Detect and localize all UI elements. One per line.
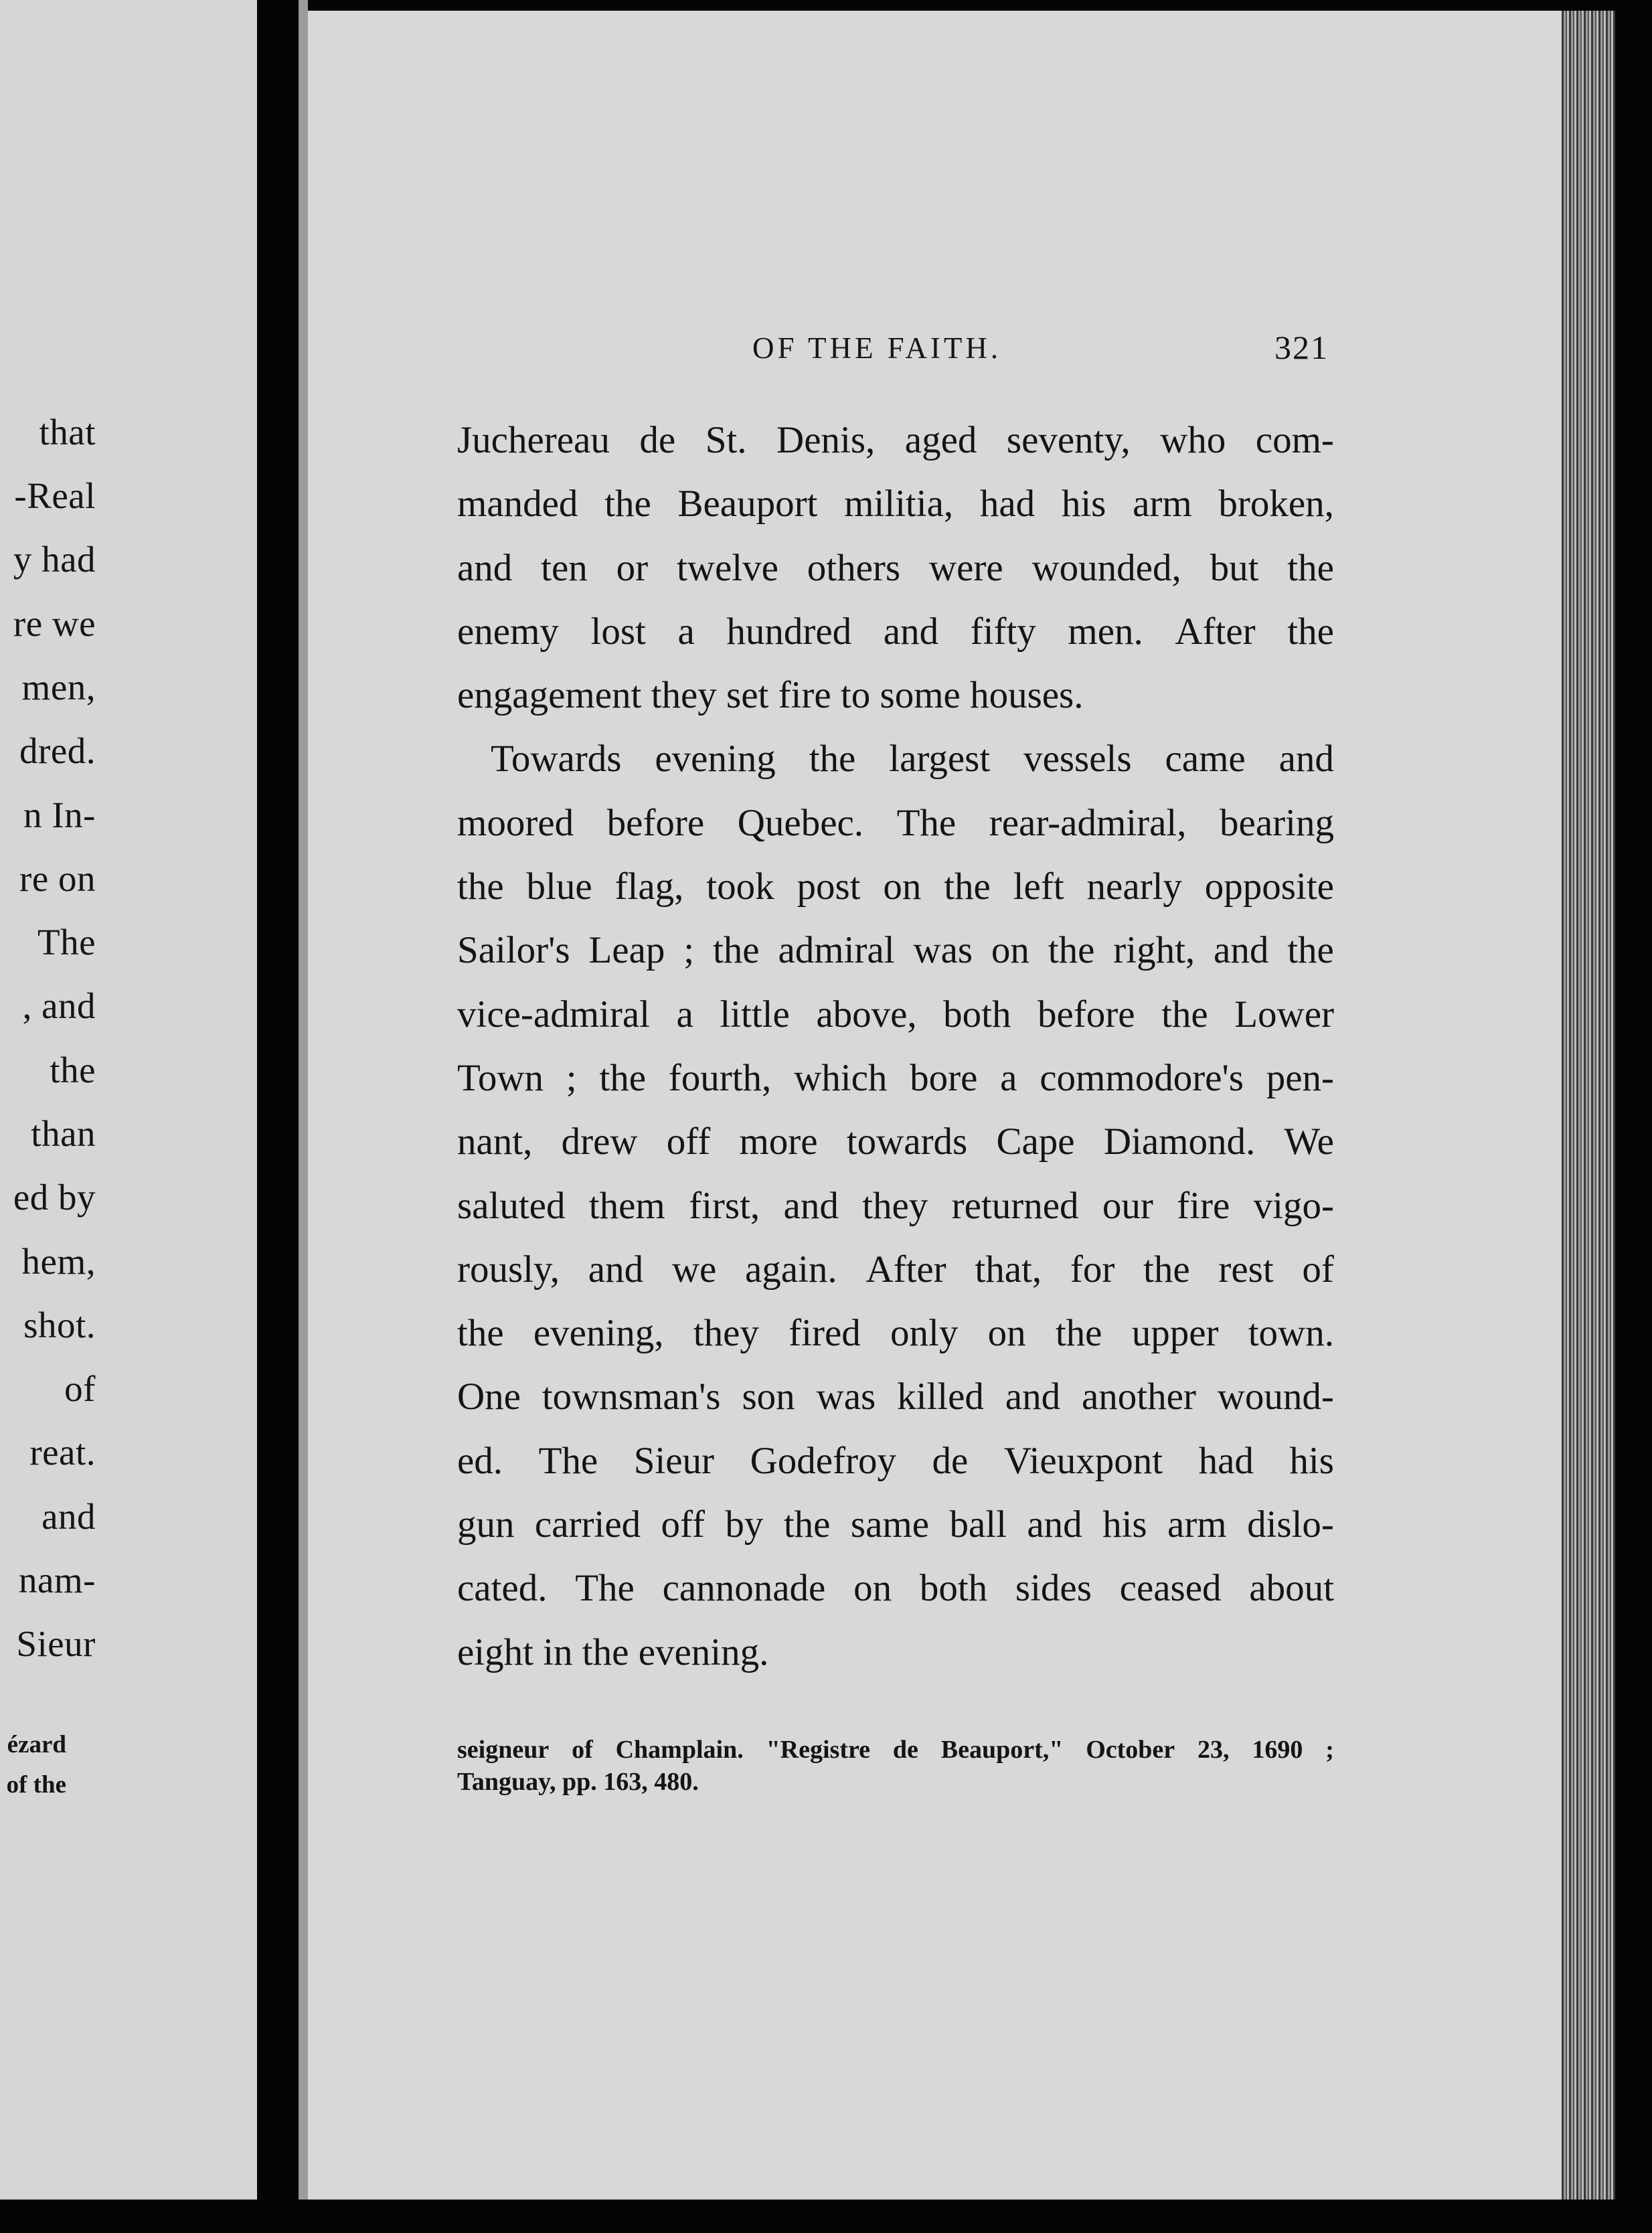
- word: 23,: [1197, 1736, 1230, 1764]
- word: and: [883, 610, 939, 653]
- word: vice-admiral: [457, 993, 651, 1036]
- gutter-shadow: [299, 0, 308, 2233]
- running-head: OF THE FAITH.: [752, 331, 1002, 365]
- word: bearing: [1220, 801, 1334, 844]
- text-line: [457, 1110, 1334, 1173]
- word: Denis,: [776, 419, 876, 461]
- word: ;: [566, 1056, 577, 1099]
- word: After: [865, 1248, 946, 1291]
- left-page-line: The: [37, 922, 96, 963]
- word: off: [661, 1503, 705, 1546]
- footnote: [457, 1734, 1334, 1798]
- text-line: [457, 536, 1334, 600]
- word: by: [725, 1503, 764, 1546]
- left-page-footnote-line: of the: [6, 1771, 66, 1799]
- word: ceased: [1119, 1567, 1222, 1610]
- footnote-line: [457, 1734, 1334, 1766]
- word: ball: [949, 1503, 1007, 1546]
- word: Lower: [1234, 993, 1334, 1036]
- text-line: [457, 791, 1334, 855]
- word: twelve: [676, 546, 778, 589]
- word: and: [1278, 738, 1334, 780]
- footnote-line-content: Tanguay, pp. 163, 480.: [457, 1768, 699, 1796]
- word: them: [588, 1184, 665, 1227]
- word: the: [1048, 929, 1095, 972]
- text-line: [457, 1556, 1334, 1620]
- word: the: [457, 1312, 504, 1355]
- text-line: [457, 983, 1334, 1046]
- page-edges: [1562, 11, 1615, 2200]
- left-page-line: and: [42, 1496, 96, 1537]
- scan-border-bottom: [0, 2200, 1652, 2233]
- word: Cape: [996, 1121, 1075, 1163]
- word: more: [739, 1121, 818, 1163]
- word: his: [1061, 483, 1106, 525]
- word: com-: [1255, 419, 1334, 461]
- word: about: [1249, 1567, 1334, 1610]
- word: for: [1070, 1248, 1115, 1291]
- left-page-line: men,: [21, 667, 96, 708]
- word: the: [1287, 546, 1334, 589]
- word: had: [979, 483, 1036, 525]
- left-page-line: hem,: [21, 1241, 96, 1282]
- word: Vieuxpont: [1003, 1439, 1163, 1482]
- word: After: [1175, 610, 1256, 653]
- word: was: [816, 1376, 876, 1418]
- left-page-line: of: [64, 1368, 96, 1409]
- word: before: [1038, 993, 1135, 1036]
- word: evening: [655, 738, 776, 780]
- word: The: [896, 801, 957, 844]
- word: hundred: [726, 610, 852, 653]
- word: we: [671, 1248, 717, 1291]
- word: returned: [951, 1184, 1079, 1227]
- word: townsman's: [542, 1376, 721, 1418]
- word: enemy: [457, 610, 559, 653]
- word: the: [809, 738, 856, 780]
- left-facing-page: [0, 0, 257, 2233]
- text-line: [457, 1493, 1334, 1556]
- text-line: [457, 1301, 1334, 1365]
- word: wound-: [1217, 1376, 1334, 1418]
- word: left: [1013, 865, 1064, 908]
- word: on: [991, 929, 1029, 972]
- word: the: [457, 865, 504, 908]
- word: broken,: [1218, 483, 1334, 525]
- word: had: [1198, 1439, 1254, 1482]
- word: Champlain.: [615, 1736, 744, 1764]
- word: Quebec.: [737, 801, 864, 844]
- left-page-footnote-line: ézard: [7, 1731, 66, 1758]
- left-page-line: dred.: [19, 730, 96, 771]
- word: St.: [705, 419, 747, 461]
- text-line: [457, 1429, 1334, 1493]
- text-line: [457, 1238, 1334, 1301]
- text-line: [457, 408, 1334, 472]
- text-line-content: eight in the evening.: [457, 1631, 769, 1673]
- left-page-line: that: [39, 412, 96, 452]
- word: sides: [1015, 1567, 1092, 1610]
- word: only: [890, 1312, 959, 1355]
- text-line: [457, 1046, 1334, 1110]
- word: carried: [534, 1503, 641, 1546]
- left-page-line: shot.: [23, 1305, 96, 1345]
- word: aged: [904, 419, 977, 461]
- text-line: [457, 472, 1334, 535]
- word: blue: [526, 865, 592, 908]
- word: ten: [541, 546, 588, 589]
- word: the: [1161, 993, 1208, 1036]
- left-page-line: n In-: [23, 795, 96, 835]
- word: October: [1086, 1736, 1175, 1764]
- word: same: [850, 1503, 930, 1546]
- word: the: [712, 929, 760, 972]
- word: little: [720, 993, 790, 1036]
- word: bore: [910, 1056, 978, 1099]
- word: arm: [1133, 483, 1192, 525]
- word: and: [783, 1184, 839, 1227]
- word: they: [862, 1184, 928, 1227]
- word: above,: [816, 993, 917, 1036]
- footnote-line: [457, 1766, 1334, 1798]
- word: town.: [1248, 1312, 1334, 1355]
- word: fired: [789, 1312, 861, 1355]
- word: nearly: [1086, 865, 1182, 908]
- left-page-line: than: [31, 1113, 96, 1154]
- word: Town: [457, 1056, 544, 1099]
- word: Sieur: [633, 1439, 715, 1482]
- word: the: [783, 1503, 831, 1546]
- word: evening,: [533, 1312, 664, 1355]
- word: a: [1000, 1056, 1017, 1099]
- text-line: [457, 855, 1334, 918]
- left-page-line: re on: [19, 858, 96, 899]
- left-page-line: Sieur: [16, 1623, 96, 1664]
- word: and: [457, 546, 513, 589]
- word: ;: [683, 929, 695, 972]
- word: Beauport,": [940, 1736, 1064, 1764]
- word: and: [1027, 1503, 1082, 1546]
- word: gun: [457, 1503, 515, 1546]
- word: admiral: [778, 929, 895, 972]
- word: moored: [457, 801, 574, 844]
- word: Beauport: [677, 483, 818, 525]
- word: lost: [590, 610, 646, 653]
- word: largest: [889, 738, 991, 780]
- word: Leap: [588, 929, 665, 972]
- word: The: [538, 1439, 598, 1482]
- text-line: [457, 1365, 1334, 1428]
- text-line-content: engagement they set fire to some houses.: [457, 674, 1084, 717]
- word: militia,: [844, 483, 954, 525]
- word: off: [666, 1121, 711, 1163]
- word: his: [1289, 1439, 1334, 1482]
- word: a: [676, 993, 693, 1036]
- body-text: [457, 408, 1334, 1684]
- word: and: [588, 1248, 644, 1291]
- word: they: [693, 1312, 759, 1355]
- word: cated.: [457, 1567, 548, 1610]
- word: on: [853, 1567, 892, 1610]
- word: his: [1102, 1503, 1147, 1546]
- word: was: [913, 929, 973, 972]
- word: again.: [745, 1248, 837, 1291]
- word: upper: [1131, 1312, 1219, 1355]
- word: We: [1284, 1121, 1334, 1163]
- left-page-line: nam-: [18, 1560, 96, 1600]
- left-page-line: the: [50, 1050, 96, 1090]
- word: the: [1143, 1248, 1190, 1291]
- word: fourth,: [668, 1056, 772, 1099]
- word: towards: [846, 1121, 968, 1163]
- word: and: [1005, 1376, 1061, 1418]
- word: ;: [1325, 1736, 1334, 1764]
- book-gutter: [257, 0, 299, 2233]
- word: dislo-: [1247, 1503, 1334, 1546]
- word: our: [1102, 1184, 1153, 1227]
- word: ed.: [457, 1439, 503, 1482]
- word: rear-admiral,: [989, 801, 1187, 844]
- word: rously,: [457, 1248, 560, 1291]
- word: "Registre: [766, 1736, 871, 1764]
- word: took: [706, 865, 774, 908]
- word: cannonade: [662, 1567, 826, 1610]
- word: Diamond.: [1103, 1121, 1256, 1163]
- text-line: [457, 663, 1334, 727]
- word: the: [604, 483, 651, 525]
- word: or: [616, 546, 649, 589]
- word: opposite: [1204, 865, 1334, 908]
- word: arm: [1167, 1503, 1227, 1546]
- left-page-line: -Real: [14, 475, 96, 516]
- scan-border-right: [1615, 0, 1652, 2233]
- word: seigneur: [457, 1736, 550, 1764]
- word: son: [742, 1376, 795, 1418]
- word: fire: [1177, 1184, 1230, 1227]
- word: nant,: [457, 1121, 533, 1163]
- text-line: [457, 1174, 1334, 1238]
- word: pen-: [1266, 1056, 1334, 1099]
- word: The: [575, 1567, 635, 1610]
- word: Towards: [491, 738, 622, 780]
- word: vessels: [1023, 738, 1132, 780]
- word: One: [457, 1376, 521, 1418]
- word: a: [677, 610, 695, 653]
- word: the: [1287, 610, 1334, 653]
- word: drew: [561, 1121, 638, 1163]
- text-line: [457, 727, 1334, 791]
- word: first,: [689, 1184, 760, 1227]
- word: but: [1210, 546, 1259, 589]
- left-page-line: ed by: [13, 1177, 96, 1218]
- word: commodore's: [1040, 1056, 1244, 1099]
- word: rest: [1218, 1248, 1274, 1291]
- left-page-line: y had: [13, 539, 96, 580]
- word: saluted: [457, 1184, 566, 1227]
- word: the: [1287, 929, 1334, 972]
- text-line: [457, 600, 1334, 663]
- word: the: [1055, 1312, 1102, 1355]
- word: both: [919, 1567, 988, 1610]
- word: another: [1081, 1376, 1196, 1418]
- word: who: [1160, 419, 1226, 461]
- text-line: [457, 1621, 1334, 1684]
- word: came: [1165, 738, 1246, 780]
- word: manded: [457, 483, 578, 525]
- word: seventy,: [1006, 419, 1131, 461]
- word: wounded,: [1031, 546, 1181, 589]
- word: de: [639, 419, 676, 461]
- word: of: [1302, 1248, 1334, 1291]
- word: which: [794, 1056, 888, 1099]
- word: flag,: [614, 865, 684, 908]
- word: de: [892, 1736, 918, 1764]
- word: post: [797, 865, 861, 908]
- word: de: [932, 1439, 969, 1482]
- word: 1690: [1252, 1736, 1303, 1764]
- word: the: [599, 1056, 646, 1099]
- word: on: [883, 865, 922, 908]
- page-number: 321: [1274, 329, 1329, 366]
- word: killed: [897, 1376, 984, 1418]
- word: Godefroy: [750, 1439, 896, 1482]
- word: were: [928, 546, 1003, 589]
- left-page-line: , and: [22, 985, 96, 1026]
- left-page-line: reat.: [29, 1432, 96, 1473]
- word: vigo-: [1253, 1184, 1334, 1227]
- word: Juchereau: [457, 419, 610, 461]
- word: that,: [975, 1248, 1042, 1291]
- word: and: [1214, 929, 1269, 972]
- word: fifty: [970, 610, 1036, 653]
- word: on: [987, 1312, 1026, 1355]
- word: right,: [1113, 929, 1195, 972]
- left-page-line: re we: [13, 603, 96, 644]
- word: others: [807, 546, 901, 589]
- word: men.: [1068, 610, 1143, 653]
- word: before: [606, 801, 705, 844]
- word: of: [572, 1736, 593, 1764]
- word: Sailor's: [457, 929, 570, 972]
- word: the: [944, 865, 991, 908]
- word: both: [943, 993, 1011, 1036]
- text-line: [457, 918, 1334, 982]
